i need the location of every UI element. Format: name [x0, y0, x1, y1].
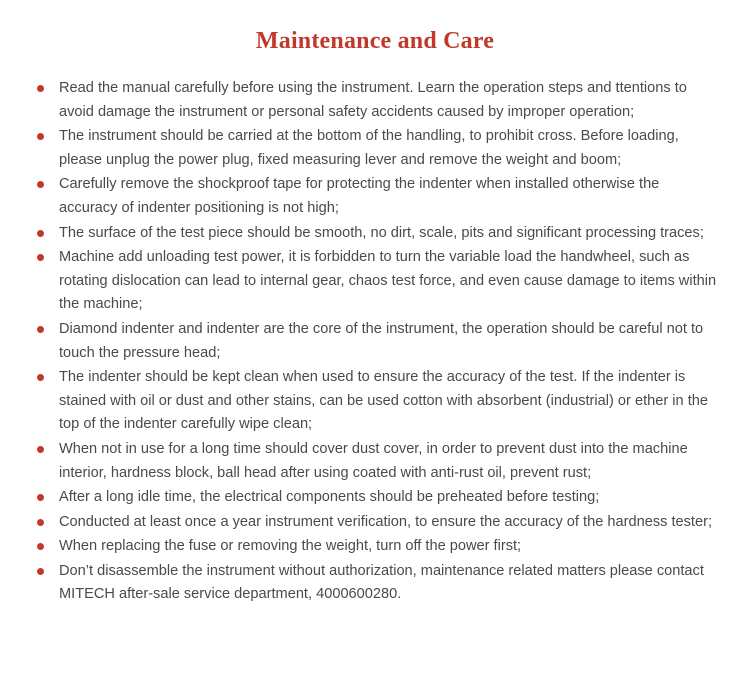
list-item [28, 535, 720, 559]
list-item [28, 486, 720, 510]
list-item [28, 366, 720, 437]
bullet-icon [37, 85, 44, 92]
list-item-text: Machine add unloading test power, it is forbidden to turn the variable load the handwheel, such as rotating dislocation can lead to internal gear, chaos test force, and even cause damage to items within the machine; [59, 249, 717, 313]
page-title: Maintenance and Care [255, 28, 495, 54]
list-item-text: Conducted at least once a year instrument verification, to ensure the accuracy of the hardness tester; [59, 513, 713, 530]
list-item-text: When replacing the fuse or removing the weight, turn off the power first; [59, 538, 522, 555]
list-item-text: The instrument should be carried at the bottom of the handling, to prohibit cross. Before loading, please unplug the power plug, fixed measuring lever and remove the weight and boom; [59, 128, 679, 168]
list-item-text: After a long idle time, the electrical components should be preheated before testing; [59, 489, 600, 506]
list-item-text: Diamond indenter and indenter are the core of the instrument, the operation should be careful not to touch the pressure head; [59, 320, 704, 361]
bullet-icon [37, 543, 44, 550]
bullet-icon [37, 446, 44, 453]
list-item-text: When not in use for a long time should cover dust cover, in order to prevent dust into the machine interior, hardness block, ball head after using coated with anti-rust oil, prevent rust; [59, 440, 688, 481]
list-item [28, 318, 720, 365]
list-item [28, 560, 720, 607]
bullet-icon [37, 254, 44, 261]
maintenance-care-list [18, 77, 732, 607]
list-item-text: Don’t disassemble the instrument without authorization, maintenance related matters please contact MITECH after-sale service department, 4000600280. [59, 562, 704, 603]
list-item-text: The surface of the test piece should be smooth, no dirt, scale, pits and significant processing traces; [59, 224, 704, 241]
list-item-text: Carefully remove the shockproof tape for protecting the indenter when installed otherwise the accuracy of indenter positioning is not high; [59, 176, 660, 216]
list-item [28, 438, 720, 485]
bullet-icon [37, 133, 44, 140]
bullet-icon [37, 374, 44, 381]
list-item [28, 125, 720, 172]
list-item-text: Read the manual carefully before using the instrument. Learn the operation steps and ttentions to avoid damage the instrument or personal safety accidents caused by improper operation; [59, 80, 687, 120]
list-item [28, 77, 720, 124]
list-item [28, 222, 720, 246]
bullet-icon [37, 568, 44, 575]
list-item-text: The indenter should be kept clean when used to ensure the accuracy of the test. If the indenter is stained with oil or dust and other stains, can be used cotton with absorbent (industrial) or ether in the top of the indenter carefully wipe clean; [59, 369, 708, 433]
bullet-icon [37, 326, 44, 333]
list-item [28, 511, 720, 535]
list-item [28, 246, 720, 317]
list-item [28, 173, 720, 220]
bullet-icon [37, 181, 44, 188]
bullet-icon [37, 519, 44, 526]
bullet-icon [37, 494, 44, 501]
bullet-icon [37, 230, 44, 237]
